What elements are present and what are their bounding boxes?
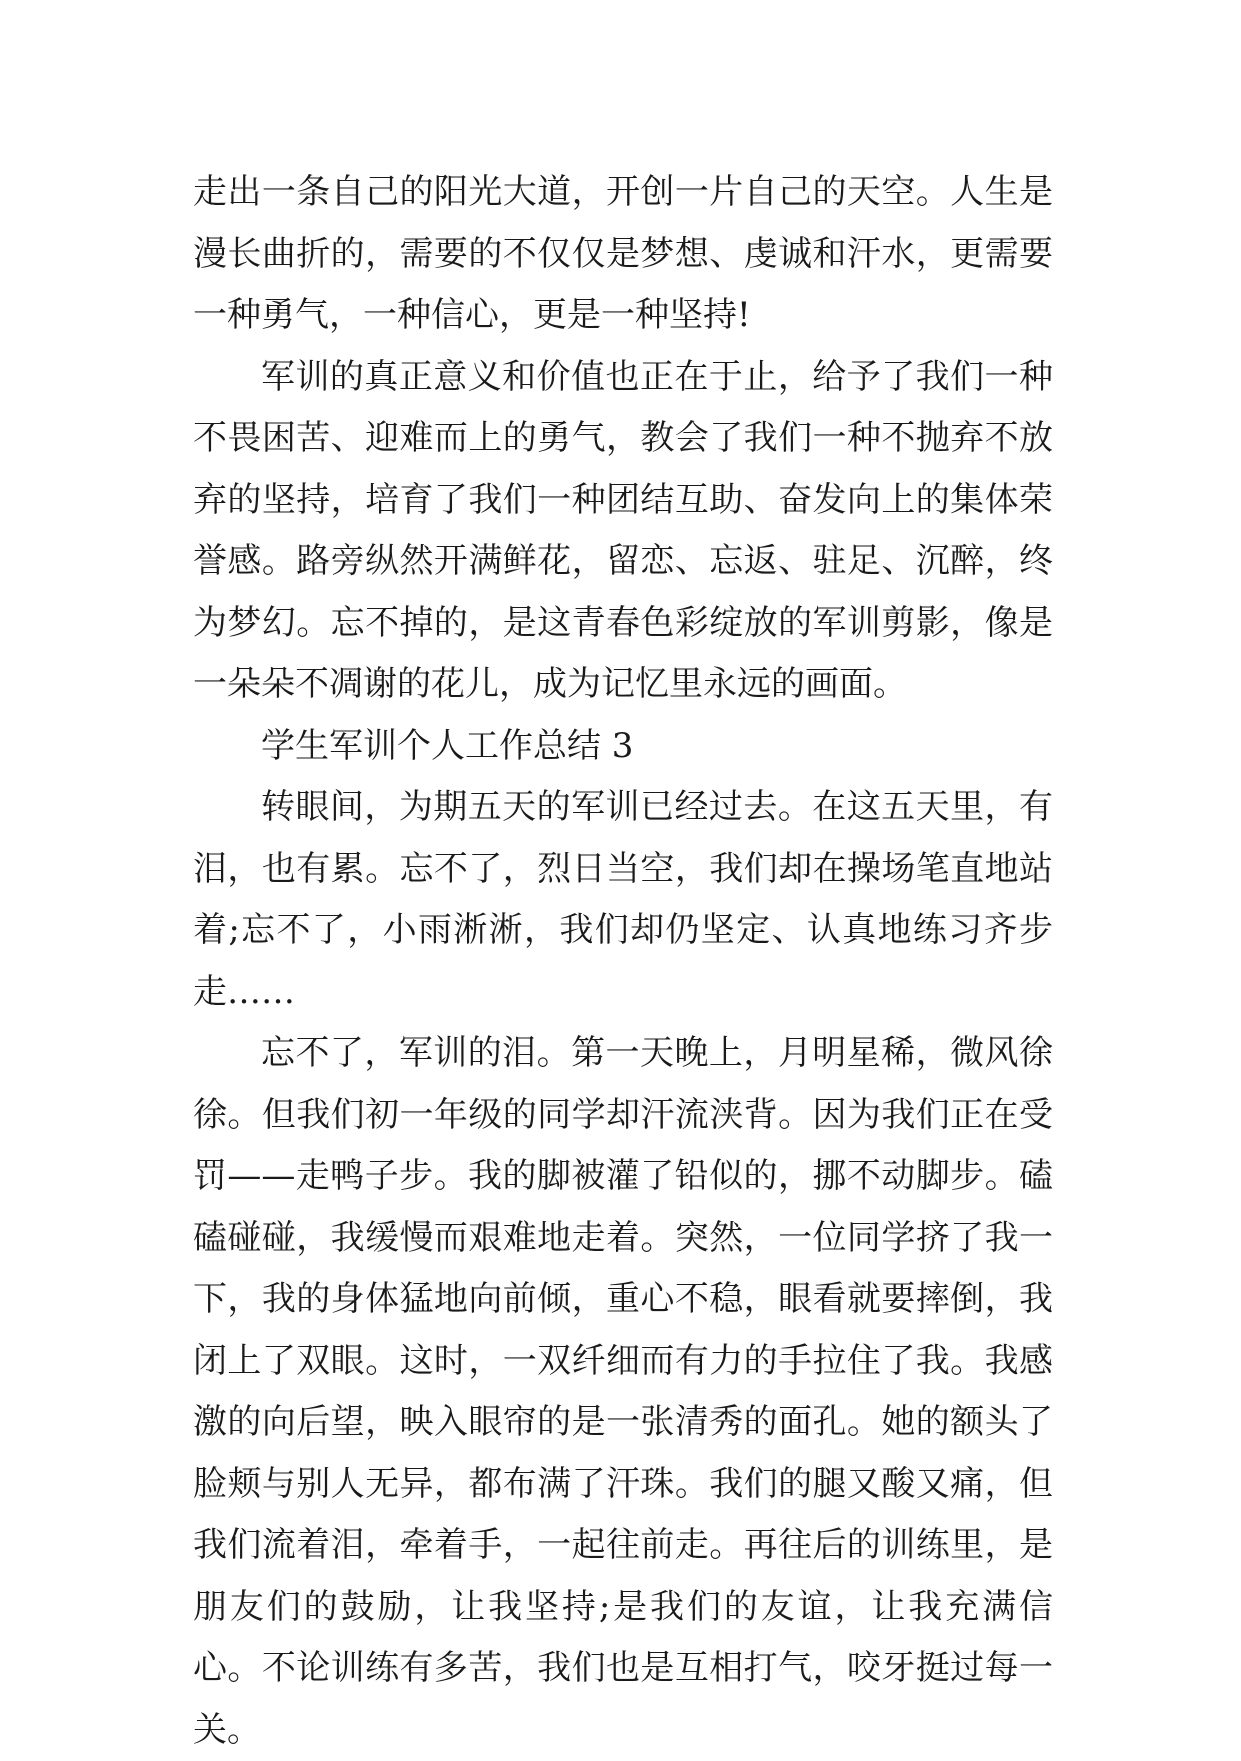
paragraph-training-tears: 忘不了，军训的泪。第一天晚上，月明星稀，微风徐徐。但我们初一年级的同学却汗流浃背。因为我们正在受罚——走鸭子步。我的脚被灌了铅似的，挪不动脚步。磕磕碰碰，我缓慢而艰难地走着。突然，一位同学挤了我一下，我的身体猛地向前倾，重心不稳，眼看就要摔倒，我闭上了双眼。这时，一双纤细而有力的手拉住了我。我感激的向后望，映入眼帘的是一张清秀的面孔。她的额头了脸颊与别人无异，都布满了汗珠。我们的腿又酸又痛，但我们流着泪，牵着手，一起往前走。再往后的训练里，是朋友们的鼓励，让我坚持;是我们的友谊，让我充满信心。不论训练有多苦，我们也是互相打气，咬牙挺过每一关。 [193, 1033, 1053, 1750]
paragraph-five-days: 转眼间，为期五天的军训已经过去。在这五天里，有泪，也有累。忘不了，烈日当空，我们却在操场笔直地站着;忘不了，小雨淅淅，我们却仍坚定、认真地练习齐步走…… [193, 787, 1053, 1012]
document-body [193, 162, 1053, 1761]
paragraph-continuation: 走出一条自己的阳光大道，开创一片自己的天空。人生是漫长曲折的，需要的不仅仅是梦想、虔诚和汗水，更需要一种勇气，一种信心，更是一种坚持! [193, 172, 1053, 335]
paragraph-military-training-meaning: 军训的真正意义和价值也正在于止，给予了我们一种不畏困苦、迎难而上的勇气，教会了我们一种不抛弃不放弃的坚持，培育了我们一种团结互助、奋发向上的集体荣誉感。路旁纵然开满鲜花，留恋、忘返、驻足、沉醉，终为梦幻。忘不掉的，是这青春色彩绽放的军训剪影，像是一朵朵不凋谢的花儿，成为记忆里永远的画面。 [193, 356, 1053, 704]
section-heading: 学生军训个人工作总结 3 [261, 725, 634, 766]
